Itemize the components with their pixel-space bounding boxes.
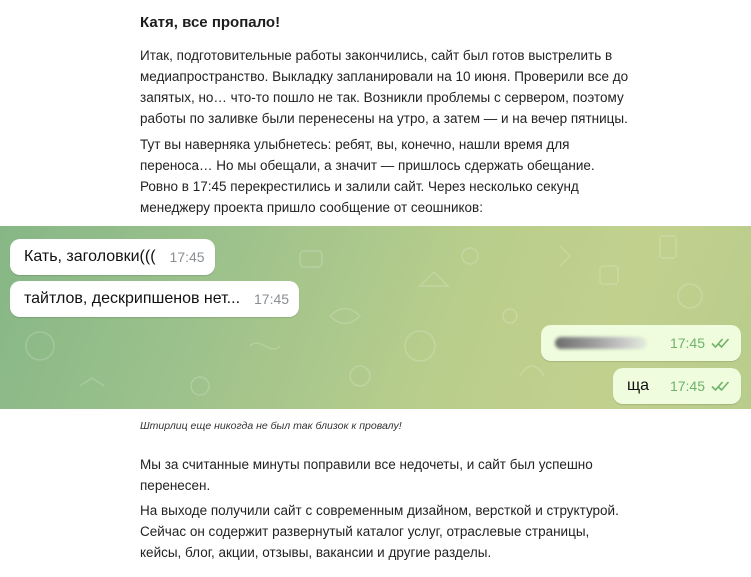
- article-paragraph: Тут вы наверняка улыбнетесь: ребят, вы, конечно, нашли время для переноса… Но мы обещали, а значит — пришлось сдержать обещание. Ровно в 17:45 перекрестились и залили сайт. Через несколько секунд менеджеру проекта пришло сообщение от сеошников:: [140, 137, 595, 215]
- article-paragraph: Итак, подготовительные работы закончились, сайт был готов выстрелить в медиапространство. Выкладку запланировали на 10 июня. Проверили все до запятых, но… что-то пошло не так. Возникли проблемы с сервером, поэтому работы по заливке были перенесены на утро, а затем — и на вечер пятницы.: [140, 48, 629, 126]
- incoming-message[interactable]: [10, 239, 215, 275]
- article-paragraph: Мы за считанные минуты поправили все недочеты, и сайт был успешно перенесен.: [140, 457, 593, 493]
- message-time: 17:45: [169, 249, 205, 265]
- outgoing-message[interactable]: [613, 368, 741, 404]
- outgoing-message[interactable]: [541, 325, 741, 361]
- incoming-message[interactable]: [10, 281, 299, 317]
- message-time: 17:45: [254, 291, 290, 307]
- message-text: тайтлов, дескрипшенов нет...: [24, 290, 241, 307]
- message-text: ща: [627, 377, 650, 394]
- message-time: 17:45: [669, 378, 705, 394]
- redacted-text: [555, 337, 647, 349]
- double-check-icon: [711, 337, 731, 349]
- message-time: 17:45: [669, 335, 705, 351]
- chat-screenshot: [0, 226, 751, 409]
- double-check-icon: [711, 380, 731, 392]
- article-title: Катя, все пропало!: [140, 14, 281, 31]
- image-caption: Штирлиц еще никогда не был так близок к провалу!: [140, 420, 402, 432]
- article-paragraph: На выходе получили сайт с современным дизайном, версткой и структурой. Сейчас он содержит развернутый каталог услуг, отраслевые страницы, кейсы, блог, акции, отзывы, вакансии и другие разделы.: [140, 503, 619, 560]
- message-text: Кать, заголовки(((: [24, 248, 156, 265]
